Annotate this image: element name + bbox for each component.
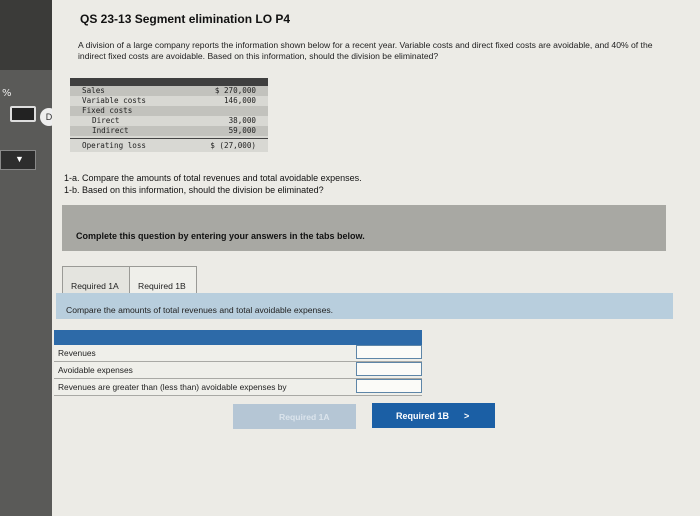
question-1b: 1-b. Based on this information, should the division be eliminated?: [64, 185, 324, 195]
financial-table: [70, 78, 268, 152]
financial-label: Operating loss: [82, 141, 147, 150]
financial-row-operating-loss: [70, 138, 268, 152]
answer-label: Revenues are greater than (less than) avoidable expenses by: [58, 382, 287, 392]
avoidable-expenses-input[interactable]: [356, 362, 422, 376]
next-tab-label: Required 1B: [396, 411, 450, 421]
percent-label: %: [2, 88, 12, 99]
banner-text: Complete this question by entering your answers in the tabs below.: [76, 231, 365, 241]
tab-label: Required 1B: [138, 281, 186, 291]
answer-table-header: [54, 330, 422, 345]
financial-label: Variable costs: [82, 96, 147, 105]
answer-row-avoidable: [54, 362, 422, 379]
instruction-text: Compare the amounts of total revenues and total avoidable expenses.: [66, 305, 334, 315]
answer-label: Revenues: [58, 348, 96, 358]
difference-input[interactable]: [356, 379, 422, 393]
next-tab-button[interactable]: [372, 403, 495, 428]
financial-value: 38,000: [228, 116, 256, 125]
page-title: QS 23-13 Segment elimination LO P4: [80, 12, 291, 26]
toggle-switch[interactable]: [10, 106, 36, 122]
financial-row-fixed: [70, 106, 268, 116]
prev-tab-label: Required 1A: [279, 412, 330, 422]
problem-intro: A division of a large company reports the information shown below for a recent year. Variable costs and direct fixed costs are avoidable, and 40% of the indirect fixed costs are avoidable. Based on this information, should the division be eliminated?: [78, 40, 653, 61]
question-list: [64, 172, 362, 196]
tab-label: Required 1A: [71, 281, 119, 291]
instruction-banner: [62, 205, 666, 251]
tab-instruction: [56, 293, 673, 319]
answer-row-difference: [54, 379, 422, 396]
financial-row-indirect: [70, 126, 268, 136]
step-bubble[interactable]: D: [40, 108, 58, 126]
sidebar-header-area: [0, 0, 52, 70]
prev-tab-button[interactable]: [233, 404, 356, 429]
financial-value: $ 270,000: [214, 86, 256, 95]
chevron-right-icon: >: [464, 411, 470, 421]
financial-label: Indirect: [92, 126, 129, 135]
question-1a: 1-a. Compare the amounts of total revenues and total avoidable expenses.: [64, 173, 362, 183]
sidebar-dropdown[interactable]: [0, 150, 36, 170]
financial-label: Fixed costs: [82, 106, 133, 115]
financial-row-sales: [70, 86, 268, 96]
answer-table: [54, 330, 422, 396]
financial-label: Sales: [82, 86, 105, 95]
financial-value: 146,000: [223, 96, 256, 105]
financial-value: $ (27,000): [210, 141, 256, 150]
financial-row-variable: [70, 96, 268, 106]
financial-label: Direct: [92, 116, 120, 125]
answer-label: Avoidable expenses: [58, 365, 133, 375]
financial-row-direct: [70, 116, 268, 126]
financial-table-header: [70, 78, 268, 86]
financial-value: 59,000: [228, 126, 256, 135]
revenues-input[interactable]: [356, 345, 422, 359]
left-sidebar: [0, 0, 52, 516]
answer-row-revenues: [54, 345, 422, 362]
chevron-down-icon: ▼: [15, 154, 24, 164]
